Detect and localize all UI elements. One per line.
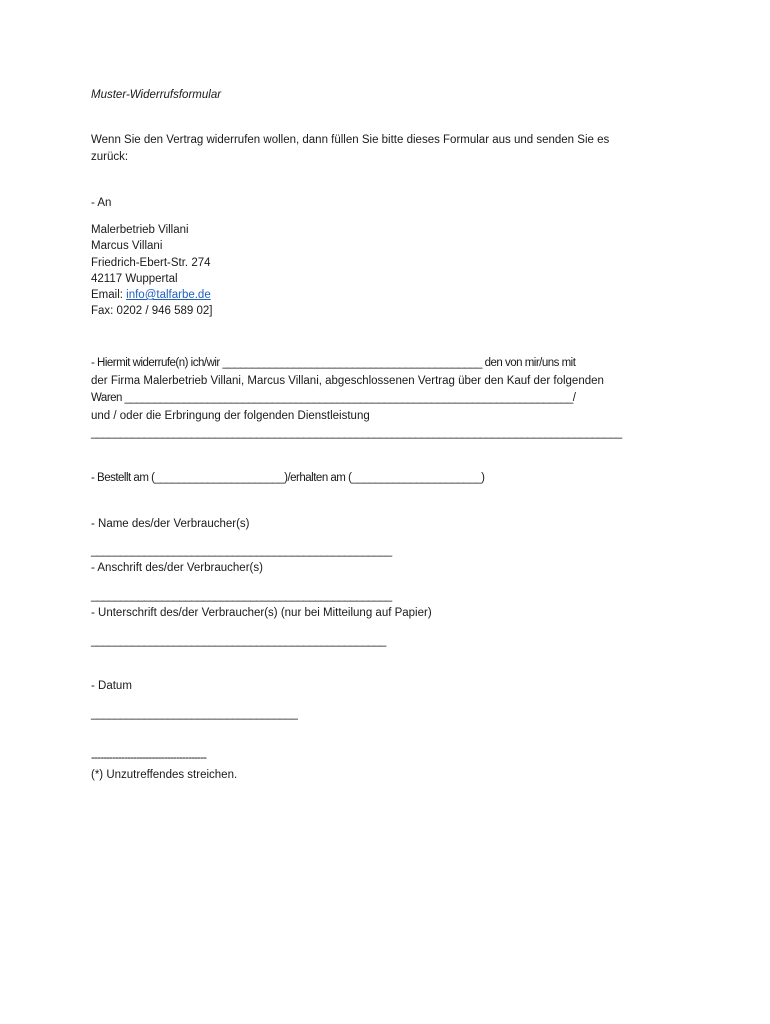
footnote-text: (*) Unzutreffendes streichen.: [91, 769, 238, 781]
revocation-line-1: - Hiermit widerrufe(n) ich/wir ____________________________________________ den von mir/uns mit: [91, 357, 576, 369]
consumer-signature-blank: __________________________________________________: [91, 635, 386, 647]
date-label: - Datum: [91, 680, 132, 692]
revocation-line-3: Waren ____________________________________________________________________________/: [91, 392, 576, 404]
consumer-name-blank: ___________________________________________________: [91, 545, 392, 557]
intro-text-line-1: Wenn Sie den Vertrag widerrufen wollen, dann füllen Sie bitte dieses Formular aus und senden Sie es: [91, 134, 610, 146]
consumer-address-label: - Anschrift des/der Verbraucher(s): [91, 562, 263, 574]
document-title: Muster-Widerrufsformular: [91, 89, 222, 101]
recipient-company: Malerbetrieb Villani: [91, 224, 189, 236]
revocation-line-2: der Firma Malerbetrieb Villani, Marcus Villani, abgeschlossenen Vertrag über den Kauf der folgenden: [91, 375, 604, 387]
intro-text-line-2: zurück:: [91, 151, 129, 163]
revocation-line-5: __________________________________________________________________________________________: [91, 427, 622, 439]
date-blank: ___________________________________: [91, 708, 298, 720]
recipient-label: - An: [91, 197, 112, 209]
recipient-fax: Fax: 0202 / 946 589 02]: [91, 305, 213, 317]
footnote-rule: --------------------------------------: [91, 752, 207, 764]
revocation-line-4: und / oder die Erbringung der folgenden Dienstleistung: [91, 410, 370, 422]
consumer-address-blank: ___________________________________________________: [91, 590, 392, 602]
ordered-received-line: - Bestellt am (______________________)/erhalten am (______________________): [91, 472, 485, 484]
recipient-city: 42117 Wuppertal: [91, 273, 178, 285]
recipient-email-line: [91, 287, 211, 303]
consumer-signature-label: - Unterschrift des/der Verbraucher(s) (nur bei Mitteilung auf Papier): [91, 607, 432, 619]
email-link[interactable]: info@talfarbe.de: [126, 289, 211, 301]
consumer-name-label: - Name des/der Verbraucher(s): [91, 518, 250, 530]
email-label: Email:: [91, 289, 127, 301]
recipient-street: Friedrich-Ebert-Str. 274: [91, 257, 211, 269]
recipient-name: Marcus Villani: [91, 240, 163, 252]
